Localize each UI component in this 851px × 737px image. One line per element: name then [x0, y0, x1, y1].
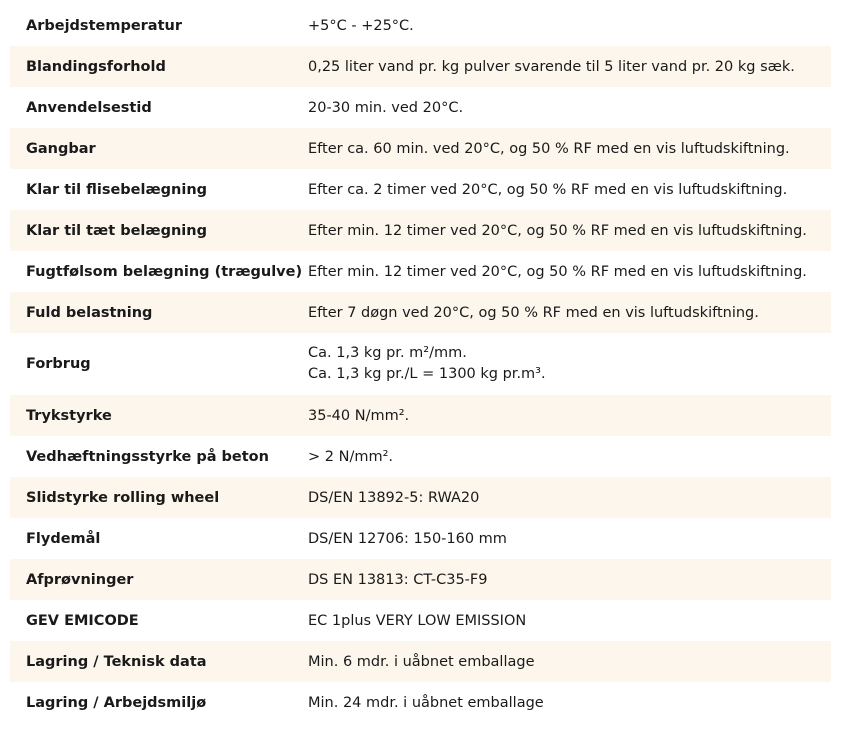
table-row: [10, 292, 831, 333]
table-row: [10, 128, 831, 169]
table-row: [10, 333, 831, 395]
table-row: [10, 210, 831, 251]
table-row: [10, 395, 831, 436]
table-row: [10, 87, 831, 128]
row-value: 0,25 liter vand pr. kg pulver svarende til 5 liter vand pr. 20 kg sæk.: [308, 58, 795, 75]
table-row: [10, 169, 831, 210]
row-value-line: Ca. 1,3 kg pr./L = 1300 kg pr.m³.: [308, 366, 546, 382]
row-value: 20-30 min. ved 20°C.: [308, 99, 464, 116]
table-row: [10, 436, 831, 477]
table-row: [10, 641, 831, 682]
row-value: +5°C - +25°C.: [308, 17, 414, 34]
row-value: Efter ca. 60 min. ved 20°C, og 50 % RF med en vis luftudskiftning.: [308, 140, 790, 157]
row-label: Fugtfølsom belægning (trægulve): [26, 263, 303, 280]
row-label: Forbrug: [26, 356, 91, 372]
table-row: [10, 5, 831, 46]
row-value: DS/EN 12706: 150-160 mm: [308, 530, 507, 547]
row-label: Fuld belastning: [26, 304, 153, 321]
row-value: Efter min. 12 timer ved 20°C, og 50 % RF med en vis luftudskiftning.: [308, 263, 807, 280]
row-value-line: Ca. 1,3 kg pr. m²/mm.: [308, 345, 467, 361]
table-row: [10, 682, 831, 723]
row-label: Gangbar: [26, 140, 96, 157]
spec-table: [10, 5, 831, 723]
row-label: Arbejdstemperatur: [26, 17, 182, 34]
row-label: Klar til tæt belægning: [26, 222, 207, 239]
table-row: [10, 477, 831, 518]
row-label: Lagring / Arbejdsmiljø: [26, 694, 207, 711]
row-value: DS EN 13813: CT-C35-F9: [308, 571, 488, 588]
table-row: [10, 46, 831, 87]
row-value: Min. 6 mdr. i uåbnet emballage: [308, 653, 535, 670]
row-label: Slidstyrke rolling wheel: [26, 489, 220, 506]
table-row: [10, 559, 831, 600]
row-value: Min. 24 mdr. i uåbnet emballage: [308, 694, 544, 711]
row-label: Blandingsforhold: [26, 58, 166, 75]
row-value: 35-40 N/mm².: [308, 407, 410, 424]
row-label: Vedhæftningsstyrke på beton: [26, 448, 269, 465]
row-label: GEV EMICODE: [26, 612, 139, 629]
row-label: Flydemål: [26, 530, 101, 547]
table-row: [10, 518, 831, 559]
row-label: Trykstyrke: [26, 407, 112, 424]
row-value: [308, 343, 831, 385]
row-value: DS/EN 13892-5: RWA20: [308, 489, 480, 506]
row-value: Efter ca. 2 timer ved 20°C, og 50 % RF med en vis luftudskiftning.: [308, 181, 788, 198]
table-row: [10, 251, 831, 292]
row-value: EC 1plus VERY LOW EMISSION: [308, 612, 527, 629]
row-label: Lagring / Teknisk data: [26, 653, 207, 670]
row-value: Efter min. 12 timer ved 20°C, og 50 % RF med en vis luftudskiftning.: [308, 222, 807, 239]
table-row: [10, 600, 831, 641]
row-label: Afprøvninger: [26, 571, 134, 588]
row-value: Efter 7 døgn ved 20°C, og 50 % RF med en vis luftudskiftning.: [308, 304, 759, 321]
row-label: Klar til flisebelægning: [26, 181, 208, 198]
row-label: Anvendelsestid: [26, 99, 152, 116]
row-value: > 2 N/mm².: [308, 448, 393, 465]
